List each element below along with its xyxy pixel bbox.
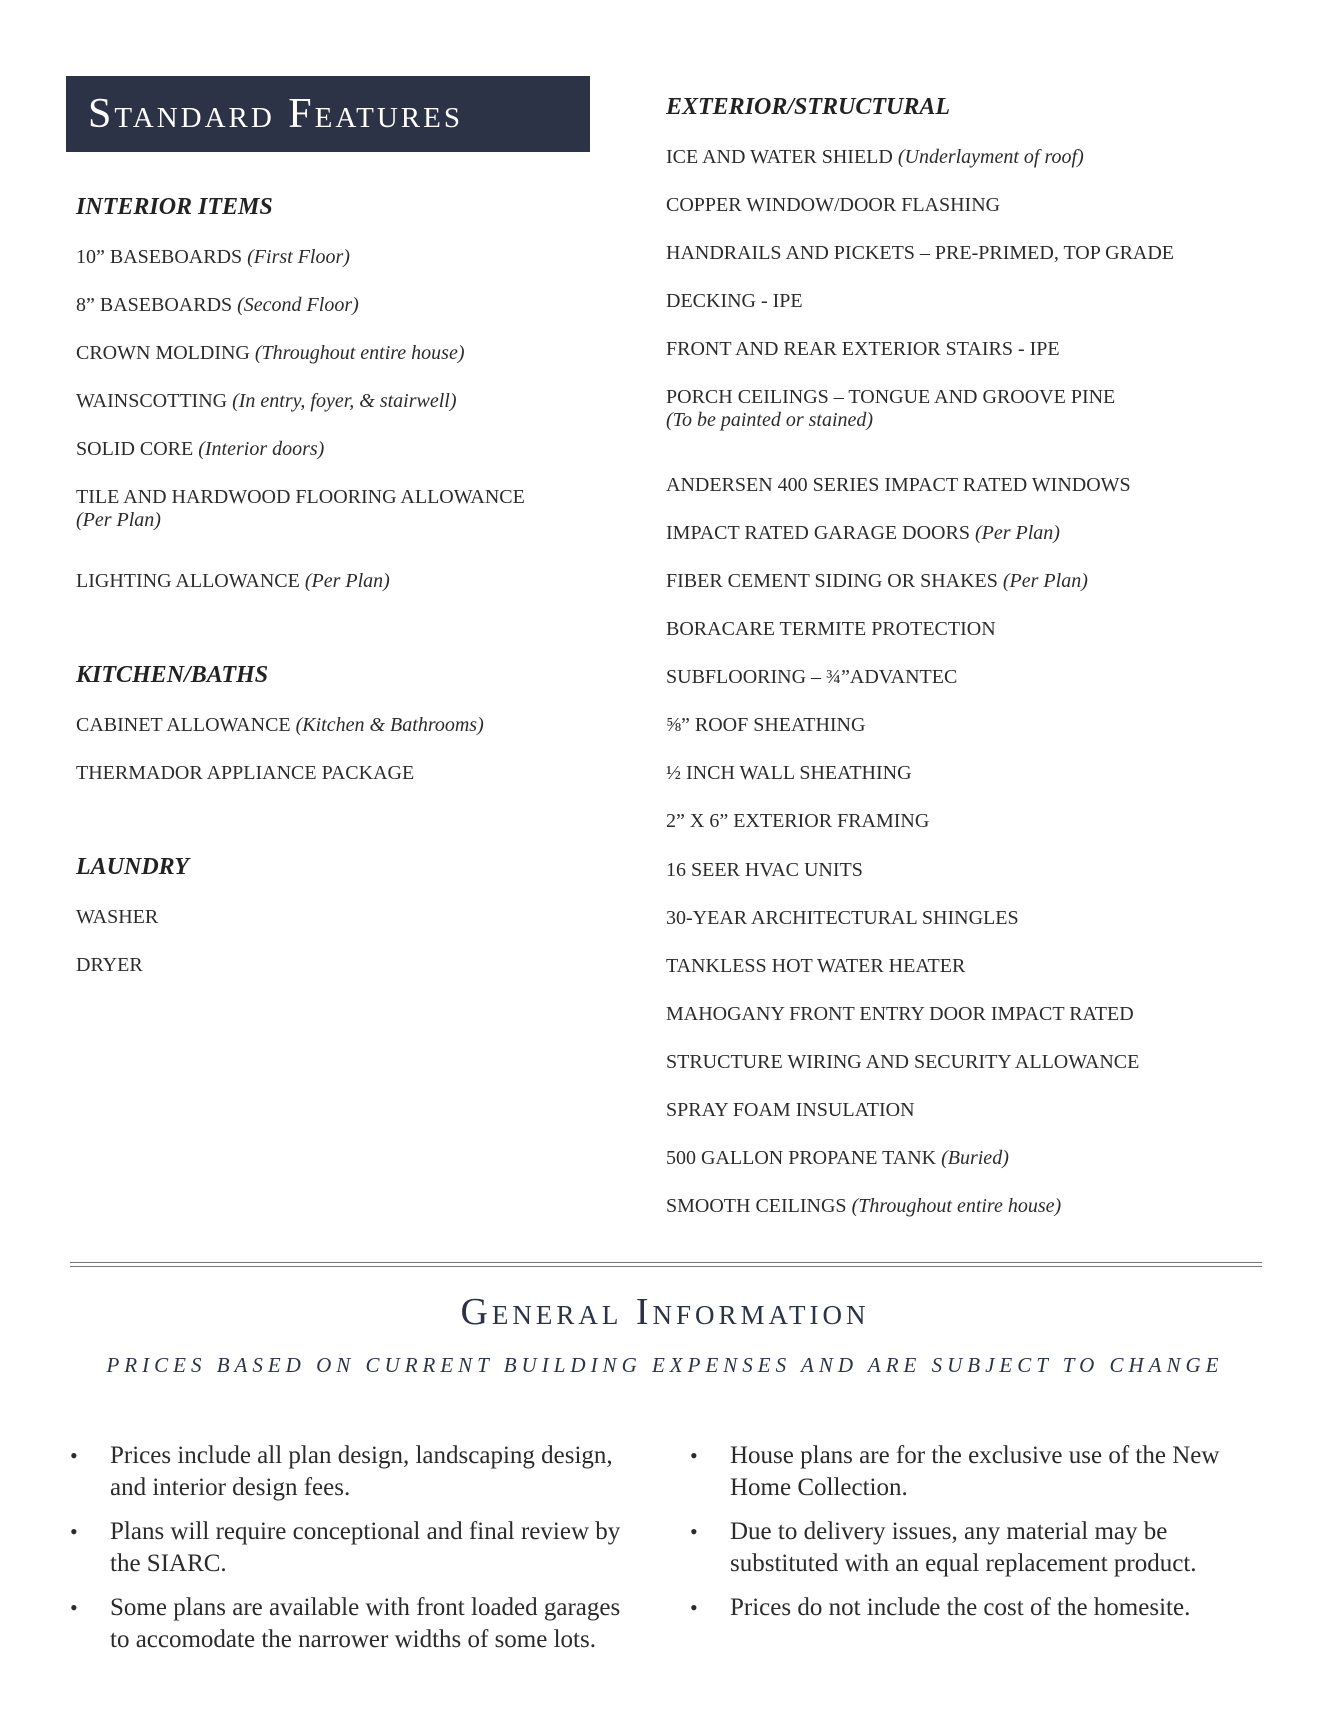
list-item — [666, 955, 965, 978]
list-item — [76, 294, 359, 317]
general-information-subtitle: PRICES BASED ON CURRENT BUILDING EXPENSES AND ARE SUBJECT TO CHANGE — [106, 1353, 1224, 1377]
item-text: COPPER WINDOW/DOOR FLASHING — [666, 194, 1001, 216]
item-note: (Throughout entire house) — [254, 342, 465, 364]
item-text: WASHER — [76, 906, 159, 928]
item-text: SOLID CORE — [76, 438, 194, 460]
list-item — [76, 486, 525, 532]
list-item — [666, 474, 1131, 497]
item-text: ICE AND WATER SHIELD — [666, 146, 893, 168]
interior-heading: INTERIOR ITEMS — [76, 194, 273, 220]
item-text: WAINSCOTTING — [76, 390, 233, 412]
item-text: DRYER — [76, 954, 143, 976]
list-item — [666, 1003, 1134, 1026]
list-item — [666, 810, 929, 833]
item-note: (Buried) — [941, 1147, 1009, 1169]
item-note: (To be painted or stained) — [666, 409, 874, 431]
item-text: CROWN MOLDING — [76, 342, 250, 364]
list-item — [666, 386, 1115, 432]
bullet-item — [66, 1516, 626, 1580]
item-text: 500 GALLON PROPANE TANK — [666, 1147, 937, 1169]
item-note: (Per Plan) — [1002, 570, 1088, 592]
bullet-text: Due to delivery issues, any material may be substituted with an equal replacement product. — [730, 1518, 1197, 1577]
list-item — [666, 194, 1000, 217]
item-text: MAHOGANY FRONT ENTRY DOOR IMPACT RATED — [666, 1003, 1134, 1025]
item-text: IMPACT RATED GARAGE DOORS — [666, 522, 970, 544]
list-item — [666, 338, 1060, 361]
list-item — [666, 907, 1019, 930]
list-item — [666, 290, 803, 313]
kitchen-heading: KITCHEN/BATHS — [76, 662, 269, 688]
list-item — [666, 618, 996, 641]
exterior-heading: EXTERIOR/STRUCTURAL — [666, 94, 951, 120]
list-item — [76, 954, 143, 977]
list-item — [666, 570, 1088, 593]
bullet-text: Some plans are available with front loaded garages to accomodate the narrower widths of some lots. — [110, 1594, 621, 1653]
list-item — [76, 438, 324, 461]
list-item — [666, 522, 1060, 545]
bullet-item — [686, 1440, 1246, 1504]
divider-rule — [70, 1266, 1262, 1267]
item-text: ANDERSEN 400 SERIES IMPACT RATED WINDOWS — [666, 474, 1131, 496]
bullet-icon: • — [70, 1443, 78, 1468]
bullet-icon: • — [690, 1443, 698, 1468]
item-text: SMOOTH CEILINGS — [666, 1195, 847, 1217]
item-note: (Underlayment of roof) — [897, 146, 1084, 168]
item-note: (First Floor) — [247, 246, 350, 268]
item-note: (Throughout entire house) — [851, 1195, 1062, 1217]
list-item — [76, 570, 390, 593]
item-note: (Second Floor) — [237, 294, 359, 316]
page-title: Standard Features — [88, 91, 463, 137]
item-text: SUBFLOORING – ¾”ADVANTEC — [666, 666, 958, 688]
divider-rule — [70, 1262, 1262, 1263]
general-bullets-right — [686, 1440, 1246, 1636]
item-text: BORACARE TERMITE PROTECTION — [666, 618, 996, 640]
item-text: FRONT AND REAR EXTERIOR STAIRS - IPE — [666, 338, 1060, 360]
list-item — [76, 762, 414, 785]
list-item — [76, 390, 457, 413]
list-item — [76, 342, 465, 365]
list-item — [666, 666, 957, 689]
item-text: THERMADOR APPLIANCE PACKAGE — [76, 762, 415, 784]
item-text: TILE AND HARDWOOD FLOORING ALLOWANCE — [76, 486, 525, 508]
item-text: STRUCTURE WIRING AND SECURITY ALLOWANCE — [666, 1051, 1140, 1073]
header-banner — [66, 76, 590, 152]
list-item — [666, 1195, 1061, 1218]
list-item — [666, 242, 1174, 265]
bullet-item — [66, 1592, 626, 1656]
list-item — [666, 1099, 915, 1122]
item-text: CABINET ALLOWANCE — [76, 714, 291, 736]
general-bullets-left — [66, 1440, 626, 1668]
bullet-text: Plans will require conceptional and final review by the SIARC. — [110, 1518, 621, 1577]
item-text: HANDRAILS AND PICKETS – PRE-PRIMED, TOP GRADE — [666, 242, 1175, 264]
item-text: 10” BASEBOARDS — [76, 246, 243, 268]
bullet-icon: • — [690, 1519, 698, 1544]
item-text: 8” BASEBOARDS — [76, 294, 233, 316]
item-text: ⅝” ROOF SHEATHING — [666, 714, 866, 736]
bullet-item — [66, 1440, 626, 1504]
list-item — [76, 246, 350, 269]
item-note: (Interior doors) — [198, 438, 325, 460]
bullet-text: Prices include all plan design, landscaping design, and interior design fees. — [110, 1442, 613, 1501]
item-text: 2” X 6” EXTERIOR FRAMING — [666, 810, 930, 832]
item-text: DECKING - IPE — [666, 290, 803, 312]
bullet-icon: • — [70, 1519, 78, 1544]
item-text: FIBER CEMENT SIDING OR SHAKES — [666, 570, 998, 592]
general-information-title: General Information — [460, 1291, 870, 1333]
item-note: (Kitchen & Bathrooms) — [295, 714, 484, 736]
bullet-icon: • — [70, 1595, 78, 1620]
bullet-item — [686, 1592, 1246, 1624]
list-item — [666, 1147, 1009, 1170]
list-item — [76, 906, 158, 929]
item-text: SPRAY FOAM INSULATION — [666, 1099, 915, 1121]
item-text: TANKLESS HOT WATER HEATER — [666, 955, 966, 977]
item-note: (Per Plan) — [974, 522, 1060, 544]
item-text: LIGHTING ALLOWANCE — [76, 570, 305, 592]
list-item — [666, 1051, 1139, 1074]
bullet-text: House plans are for the exclusive use of the New Home Collection. — [730, 1442, 1220, 1501]
list-item — [666, 146, 1084, 169]
laundry-heading: LAUNDRY — [76, 854, 189, 880]
bullet-text: Prices do not include the cost of the homesite. — [730, 1594, 1191, 1621]
item-text: 16 SEER HVAC UNITS — [666, 859, 863, 881]
list-item — [666, 859, 863, 882]
bullet-item — [686, 1516, 1246, 1580]
item-note: (Per Plan) — [76, 509, 161, 531]
list-item — [666, 762, 912, 785]
bullet-icon: • — [690, 1595, 698, 1620]
item-note: (In entry, foyer, & stairwell) — [232, 390, 457, 412]
list-item — [76, 714, 484, 737]
item-text: ½ INCH WALL SHEATHING — [666, 762, 912, 784]
item-note: (Per Plan) — [304, 570, 390, 592]
item-text: PORCH CEILINGS – TONGUE AND GROOVE PINE — [666, 386, 1116, 408]
list-item — [666, 714, 865, 737]
item-text: 30-YEAR ARCHITECTURAL SHINGLES — [666, 907, 1019, 929]
